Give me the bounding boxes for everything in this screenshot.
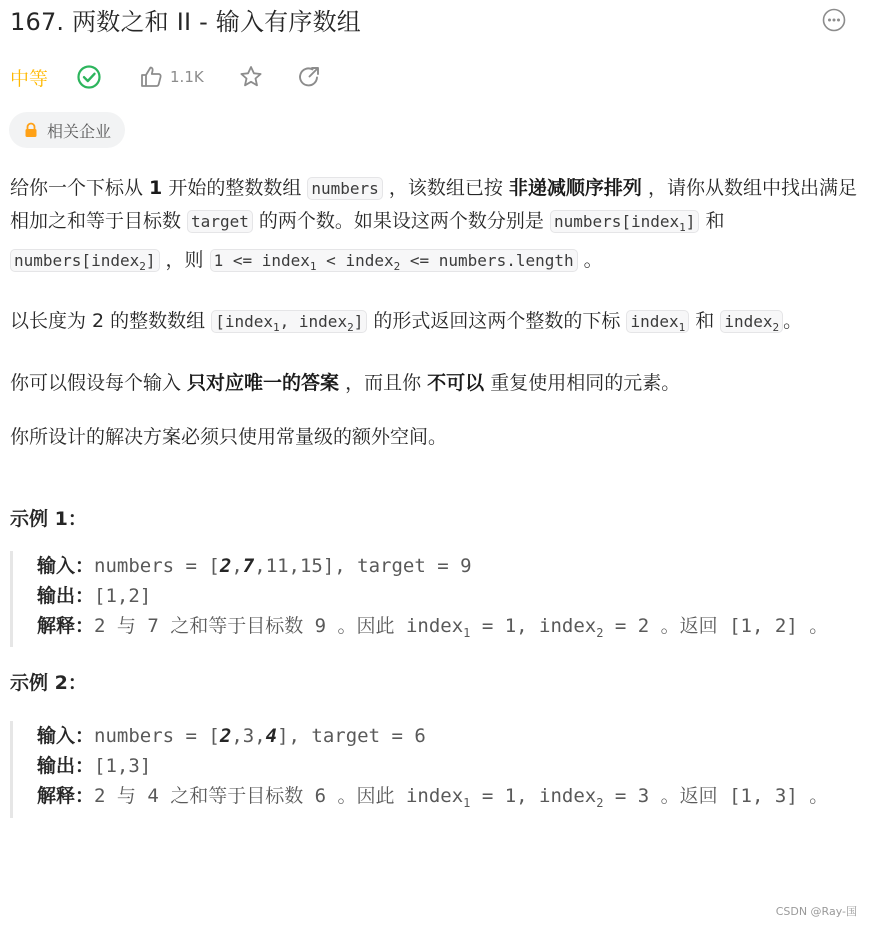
inline-code: numbers (307, 177, 382, 200)
inline-code: numbers[index$_1$] (550, 210, 700, 233)
watermark: CSDN @Ray-国 (775, 905, 857, 918)
inline-code: index$_1$ (626, 310, 689, 333)
inline-code: numbers[index$_2$] (10, 249, 160, 272)
thumbs-up-icon (138, 64, 164, 90)
inline-code: index$_2$ (720, 310, 783, 333)
check-circle-icon[interactable] (76, 64, 102, 90)
example-1-block: 输入：numbers = [2,7,11,15], target = 9 输出：[1,2] 解释：2 与 7 之和等于目标数 9 。因此 index$_1$ = 1, index$_2$ = 2 。返回 [1, 2] 。 (10, 551, 860, 648)
example-2-block: 输入：numbers = [2,3,4], target = 6 输出：[1,3] 解释：2 与 4 之和等于目标数 6 。因此 index$_1$ = 1, index$_2$ = 3 。返回 [1, 3] 。 (10, 721, 860, 818)
description-paragraph-2: 以长度为 2 的整数数组 [index$_1$, index$_2$] 的形式返回这两个整数的下标 index$_1$ 和 index$_2$ 。 (10, 310, 803, 335)
inline-code: [index$_1$, index$_2$] (211, 310, 367, 333)
inline-code: 1 <= index$_1$ < index$_2$ <= numbers.length (210, 249, 578, 272)
related-companies-chip[interactable] (9, 112, 125, 148)
description-paragraph-3: 你可以假设每个输入 只对应唯一的答案 ，而且你 不可以 重复使用相同的元素。 (10, 371, 681, 394)
like-count: 1.1K (170, 68, 204, 86)
star-icon[interactable] (238, 64, 264, 90)
difficulty-badge: 中等 (10, 67, 49, 90)
inline-code: target (187, 210, 253, 233)
share-icon[interactable] (296, 64, 322, 90)
like-button[interactable] (138, 64, 204, 90)
meta-row (10, 60, 322, 94)
more-icon[interactable] (822, 8, 846, 32)
problem-title: 167. 两数之和 II - 输入有序数组 (10, 8, 361, 36)
problem-description (10, 172, 860, 818)
lock-icon (23, 122, 39, 138)
example-1-title: 示例 1： (10, 507, 87, 530)
description-paragraph-1: 给你一个下标从 1 开始的整数数组 numbers ，该数组已按 非递减顺序排列 ，请你从数组中找出满足相加之和等于目标数 target 的两个数。如果设这两个数分别是 numbers[index$_1$] 和 numbers[index$_2$] ，则 1 <= index$_1$ < index$_2$ <= numbers.length 。 (10, 177, 857, 274)
example-2-title: 示例 2： (10, 672, 87, 695)
chip-label: 相关企业 (47, 121, 112, 141)
description-paragraph-4: 你所设计的解决方案必须只使用常量级的额外空间。 (10, 425, 448, 448)
